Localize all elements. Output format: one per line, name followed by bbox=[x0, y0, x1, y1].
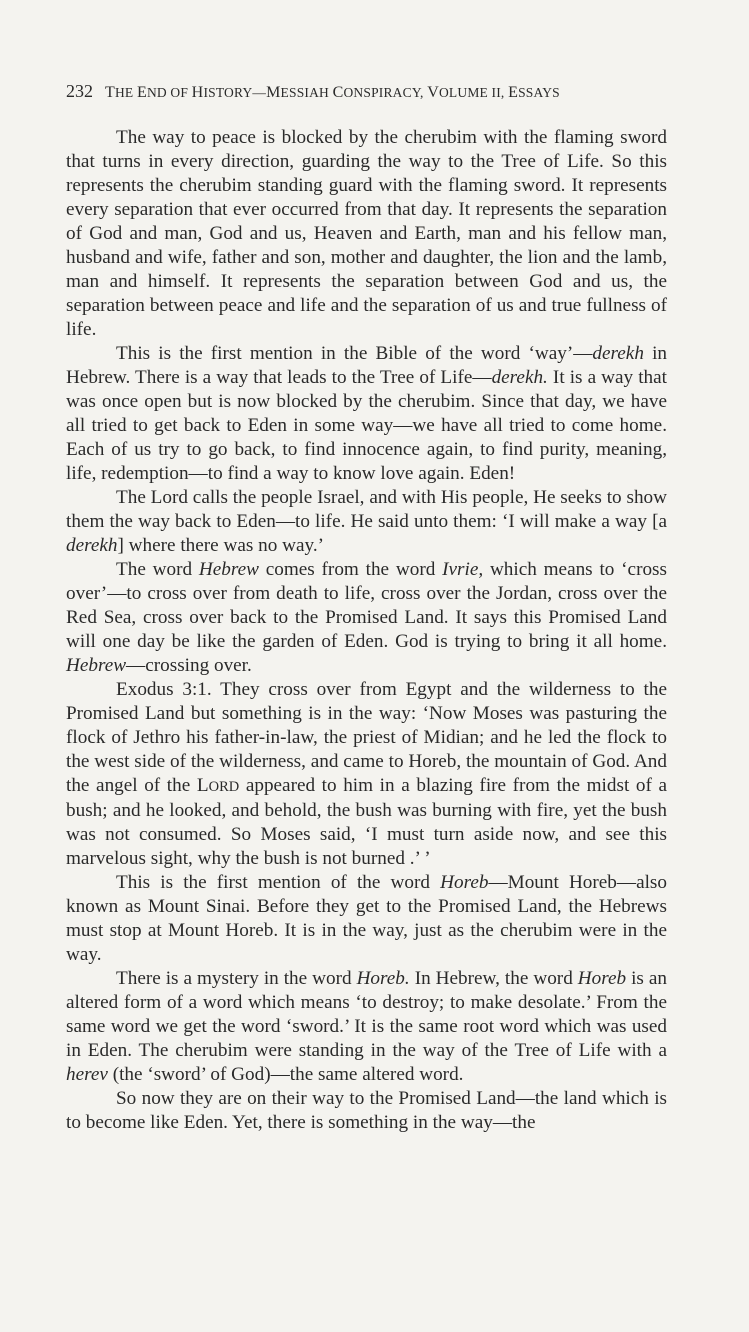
paragraph: There is a mystery in the word Horeb. In Hebrew, the word Horeb is an altered form of a word which means ‘to destroy; to make desolate.’ From the same word we get the word ‘sword.’ It is the same root word which was used in Eden. The cherubim were standing in the way of the Tree of Life with a herev (the ‘sword’ of God)—the same altered word. bbox=[66, 968, 667, 1085]
paragraph: So now they are on their way to the Promised Land—the land which is to become like Eden. Yet, there is something in the way—the bbox=[66, 1088, 667, 1133]
paragraph: This is the first mention in the Bible of the word ‘way’—derekh in Hebrew. There is a way that leads to the Tree of Life—derekh. It is a way that was once open but is now blocked by the cherubim. Since that day, we have all tried to get back to Eden in some way—we have all tried to come home. Each of us try to go back, to find innocence again, to find purity, meaning, life, redemption—to find a way to know love again. Eden! bbox=[66, 343, 667, 484]
running-title: THE END OF HISTORY—MESSIAH CONSPIRACY, VOLUME II, ESSAYS bbox=[105, 84, 560, 101]
paragraph: Exodus 3:1. They cross over from Egypt and the wilderness to the Promised Land but something is in the way: ‘Now Moses was pasturing the flock of Jethro his father-in-law, the priest of Midian; and he led the flock to the west side of the wilderness, and came to Horeb, the mountain of God. And the angel of the LORD appeared to him in a blazing fire from the midst of a bush; and he looked, and behold, the bush was burning with fire, yet the bush was not consumed. So Moses said, ‘I must turn aside now, and see this marvelous sight, why the bush is not burned .’ ’ bbox=[66, 679, 667, 869]
running-header bbox=[66, 81, 666, 103]
page-number: 232 bbox=[66, 81, 93, 101]
paragraph: The way to peace is blocked by the cherubim with the flaming sword that turns in every direction, guarding the way to the Tree of Life. So this represents the cherubim standing guard with the flaming sword. It represents every separation that ever occurred from that day. It represents the separation of God and man, God and us, Heaven and Earth, man and his fellow man, husband and wife, father and son, mother and daughter, the lion and the lamb, man and himself. It represents the separation between God and us, the separation between peace and life and the separation of us and true fullness of life. bbox=[66, 127, 667, 340]
paragraph: The word Hebrew comes from the word Ivrie, which means to ‘cross over’—to cross over from death to life, cross over the Jordan, cross over the Red Sea, cross over back to the Promised Land. It says this Promised Land will one day be like the garden of Eden. God is trying to bring it all home. Hebrew—crossing over. bbox=[66, 559, 667, 676]
body-text bbox=[66, 126, 667, 1135]
paragraph: This is the first mention of the word Horeb—Mount Horeb—also known as Mount Sinai. Before they get to the Promised Land, the Hebrews must stop at Mount Horeb. It is in the way, just as the cherubim were in the way. bbox=[66, 872, 667, 965]
paragraph: The Lord calls the people Israel, and with His people, He seeks to show them the way back to Eden—to life. He said unto them: ‘I will make a way [a derekh] where there was no way.’ bbox=[66, 487, 667, 556]
